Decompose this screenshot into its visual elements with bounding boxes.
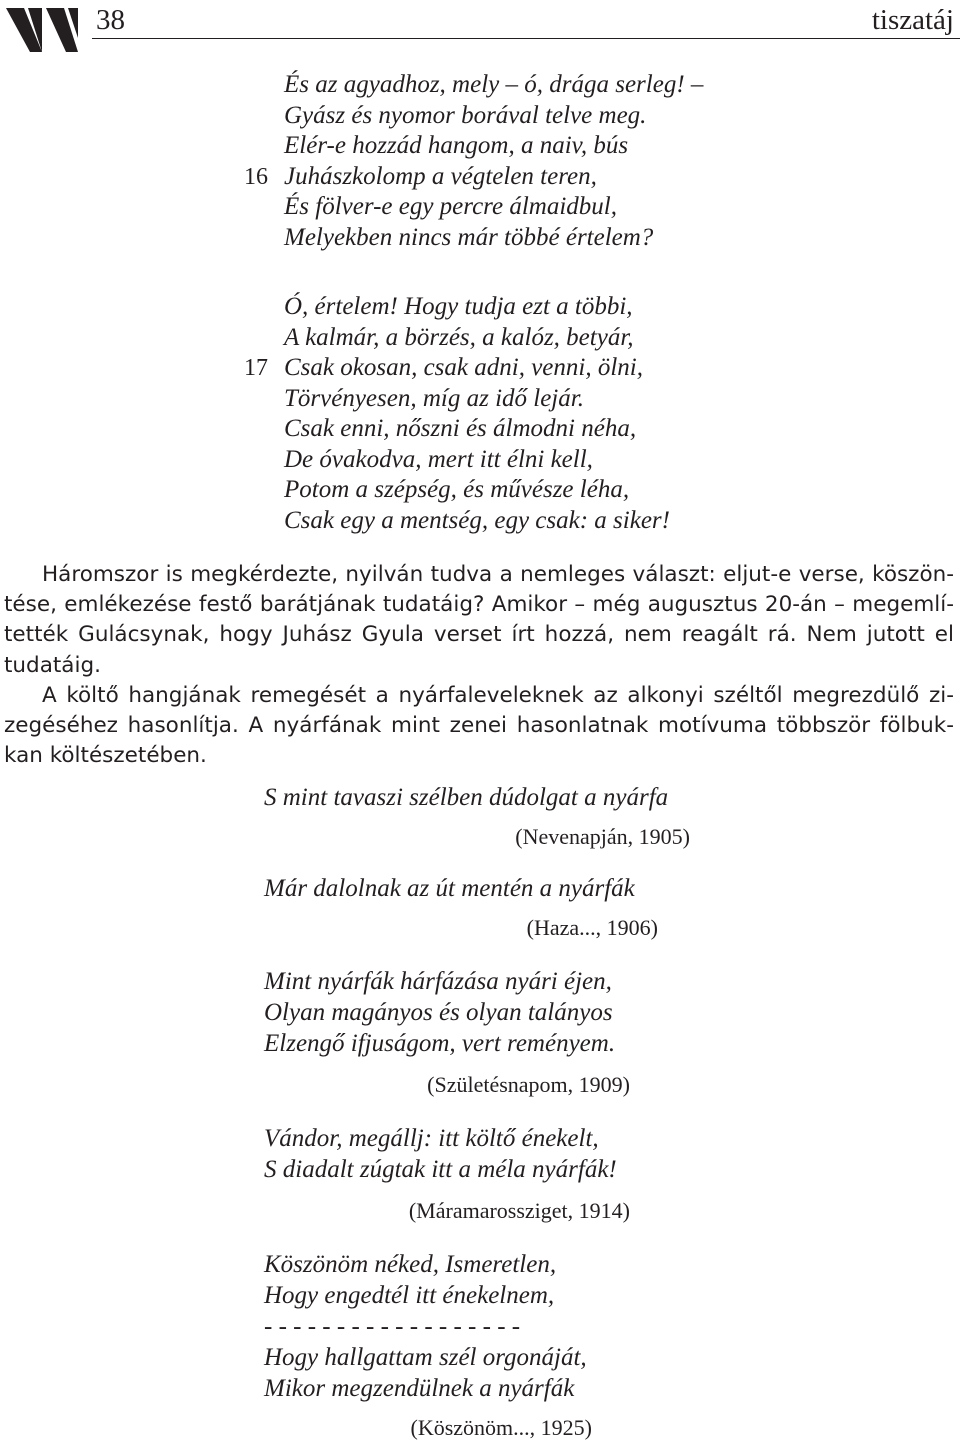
poem-line: Törvényesen, míg az idő lejár. xyxy=(284,384,584,412)
poem-line: És az agyadhoz, mely – ó, drága serleg! – xyxy=(284,71,704,98)
prose-line: tése, emlékezése festő barátjának tudatáig? Amikor – még augusztus 20-án – megemlí- xyxy=(4,592,954,618)
quote-source: (Születésnapom, 1909) xyxy=(427,1072,630,1097)
quote-line: S mint tavaszi szélben dúdolgat a nyárfa xyxy=(264,784,669,811)
poem-line: Elér-e hozzád hangom, a naiv, bús xyxy=(284,132,629,159)
line-number: 17 xyxy=(244,355,268,381)
poem-line: Ó, értelem! Hogy tudja ezt a többi, xyxy=(284,293,633,320)
quote-source: (Haza..., 1906) xyxy=(526,915,658,940)
poem-line: A kalmár, a börzés, a kalóz, betyár, xyxy=(284,323,634,351)
quote-source: (Máramarossziget, 1914) xyxy=(408,1198,630,1223)
quote-line: Mikor megzendülnek a nyárfák xyxy=(264,1375,575,1402)
quote-line: Már dalolnak az út mentén a nyárfák xyxy=(264,875,635,902)
quote-line: Hogy hallgattam szél orgonáját, xyxy=(264,1344,587,1371)
poem-line: De óvakodva, mert itt élni kell, xyxy=(284,445,593,473)
quote-line: Köszönöm néked, Ismeretlen, xyxy=(264,1251,557,1278)
quote-line: Elzengő ifjuságom, vert reményem. xyxy=(264,1030,616,1057)
quote-line: Hogy engedtél itt énekelnem, xyxy=(264,1282,555,1309)
prose-line: kan költészetében. xyxy=(4,743,207,769)
poem-stanza-1 xyxy=(244,70,704,253)
header-rule xyxy=(92,38,960,39)
journal-name: tiszatáj xyxy=(871,4,954,36)
journal-logo-icon xyxy=(6,8,78,52)
poem-line-numbered xyxy=(244,353,670,384)
quote-line: Vándor, megállj: itt költő énekelt, xyxy=(264,1125,599,1152)
prose-line: zegéséhez hasonlítja. A nyárfának mint zenei hasonlatnak motívuma többször fölbuk- xyxy=(4,713,954,739)
quote-line: Mint nyárfák hárfázása nyári éjen, xyxy=(264,968,612,995)
poem-line-text: Juhászkolomp a végtelen teren, xyxy=(284,162,597,190)
prose-body xyxy=(4,560,954,771)
prose-line: tették Gulácsynak, hogy Juhász Gyula verset írt hozzá, nem reagált rá. Nem jutott el xyxy=(4,622,954,648)
page-number: 38 xyxy=(96,4,125,36)
quote-block xyxy=(264,1249,704,1442)
quote-source: (Nevenapján, 1905) xyxy=(515,824,690,849)
prose-line: Háromszor is megkérdezte, nyilván tudva a nemleges választ: eljut-e verse, köszön- xyxy=(42,562,954,587)
poem-line-numbered xyxy=(244,162,703,193)
quote-block xyxy=(264,782,704,851)
prose-line: A költő hangjának remegését a nyárfaleveleknek az alkonyi széltől megrezdülő zi- xyxy=(42,682,954,708)
quote-block xyxy=(264,966,704,1099)
quote-block xyxy=(264,1123,704,1225)
quote-line: Olyan magányos és olyan talányos xyxy=(264,999,613,1026)
poem-line-text: Csak okosan, csak adni, venni, ölni, xyxy=(284,354,643,381)
poem-stanza-2 xyxy=(244,292,670,536)
poem-line: Gyász és nyomor borával telve meg. xyxy=(284,101,647,129)
poem-line: Csak enni, nőszni és álmodni néha, xyxy=(284,415,637,442)
quote-block xyxy=(264,873,704,942)
quotations xyxy=(264,782,704,1442)
prose-line: tudatáig. xyxy=(4,652,101,678)
quote-line: - - - - - - - - - - - - - - - - - - xyxy=(264,1313,521,1340)
poem-line: Csak egy a mentség, egy csak: a siker! xyxy=(284,506,670,534)
line-number: 16 xyxy=(244,163,268,190)
quote-source: (Köszönöm..., 1925) xyxy=(410,1415,592,1440)
poem-line: Melyekben nincs már többé értelem? xyxy=(284,223,654,251)
poem-line: És fölver-e egy percre álmaidbul, xyxy=(284,193,617,220)
poem-line: Potom a szépség, és művésze léha, xyxy=(284,476,630,503)
quote-line: S diadalt zúgtak itt a méla nyárfák! xyxy=(264,1156,617,1183)
